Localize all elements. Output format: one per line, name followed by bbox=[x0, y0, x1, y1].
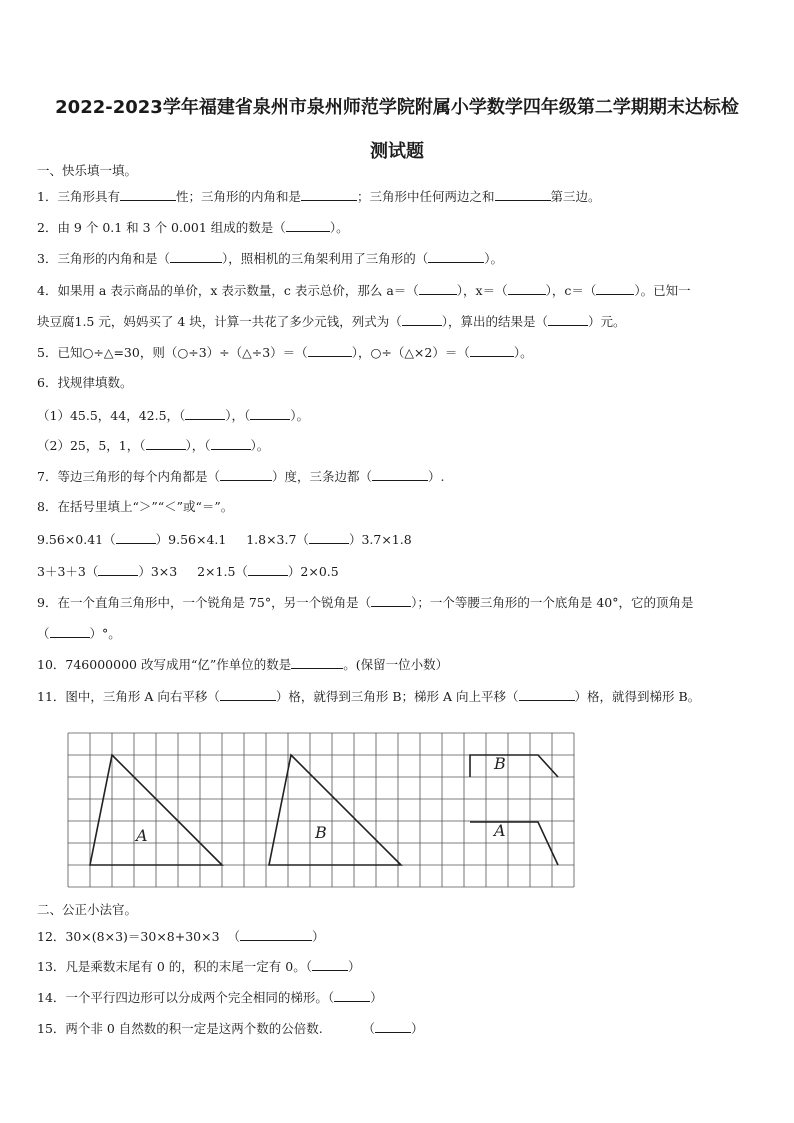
q1-blank-3[interactable] bbox=[495, 188, 551, 201]
question-5 bbox=[37, 344, 762, 361]
label-triangle-b: B bbox=[315, 823, 327, 842]
q7-blank-2[interactable] bbox=[372, 468, 428, 481]
q10-blank[interactable] bbox=[291, 656, 343, 669]
q8-r2-text-c: ）2×0.5 bbox=[287, 564, 339, 579]
q14-text-a: 14．一个平行四边形可以分成两个完全相同的梯形。（ bbox=[37, 990, 335, 1005]
q4-text-f: ），算出的结果是（ bbox=[441, 314, 549, 329]
triangle-b bbox=[269, 755, 401, 865]
trapezoid-a bbox=[470, 822, 558, 865]
q4-text-g: ）元。 bbox=[588, 314, 626, 329]
q13-text-a: 13．凡是乘数末尾有 0 的，积的末尾一定有 0。（ bbox=[37, 959, 312, 974]
translation-grid-figure bbox=[64, 724, 582, 892]
q6-2-text-b: ），（ bbox=[185, 438, 211, 453]
q6-1-text-a: （1）45.5，44，42.5，（ bbox=[37, 408, 186, 423]
q3-text-c: ）。 bbox=[484, 251, 503, 266]
q4-blank-x[interactable] bbox=[508, 282, 546, 295]
q4-text-d: ）。已知一 bbox=[634, 283, 691, 298]
question-8-row-1 bbox=[37, 531, 762, 548]
q3-blank-2[interactable] bbox=[428, 250, 484, 263]
q14-blank[interactable] bbox=[334, 989, 370, 1002]
question-7 bbox=[37, 468, 762, 485]
q6-2-text-c: ）。 bbox=[250, 438, 270, 453]
q2-blank[interactable] bbox=[286, 219, 330, 232]
label-trapezoid-b: B bbox=[494, 754, 506, 773]
q8-r1-text-b: ）9.56×4.1 1.8×3.7（ bbox=[155, 532, 309, 547]
q6-1-blank-2[interactable] bbox=[250, 407, 290, 420]
q5-text-c: ）。 bbox=[513, 345, 533, 360]
q15-text-a: 15．两个非 0 自然数的积一定是这两个数的公倍数. （ bbox=[37, 1021, 376, 1036]
q11-blank-2[interactable] bbox=[519, 688, 575, 701]
q2-text-b: ）。 bbox=[329, 220, 349, 235]
question-11 bbox=[37, 688, 762, 705]
q11-blank-1[interactable] bbox=[220, 688, 276, 701]
question-13 bbox=[37, 958, 762, 975]
question-14 bbox=[37, 989, 762, 1006]
title-line-2: 测试题 bbox=[370, 141, 424, 162]
question-4-line-1 bbox=[37, 282, 762, 299]
q9-text-a: 9．在一个直角三角形中，一个锐角是 75°，另一个锐角是（ bbox=[37, 595, 372, 610]
q6-1-text-c: ）。 bbox=[290, 408, 310, 423]
question-10 bbox=[37, 656, 762, 673]
label-trapezoid-a: A bbox=[494, 821, 506, 840]
q4-text-a: 4．如果用 a 表示商品的单价，x 表示数量，c 表示总价，那么 a＝（ bbox=[37, 283, 419, 298]
q4-text-b: ），x＝（ bbox=[456, 283, 508, 298]
q8-r1-text-a: 9.56×0.41（ bbox=[37, 532, 116, 547]
question-6-2 bbox=[37, 437, 762, 454]
q15-blank[interactable] bbox=[375, 1020, 411, 1033]
q6-2-text-a: （2）25，5，1，（ bbox=[37, 438, 146, 453]
q9-text-c: （ bbox=[37, 626, 50, 641]
q1-text-c: ；三角形中任何两边之和 bbox=[356, 189, 495, 204]
question-8-row-2 bbox=[37, 563, 762, 580]
q5-text-b: ），○÷（△×2）＝（ bbox=[351, 345, 470, 360]
q7-text-a: 7．等边三角形的每个内角都是（ bbox=[37, 469, 220, 484]
q8-r1-blank-2[interactable] bbox=[309, 531, 349, 544]
question-9-line-1 bbox=[37, 594, 762, 611]
q12-text-b: ） bbox=[312, 929, 325, 944]
q15-text-b: ） bbox=[411, 1021, 424, 1036]
q4-text-e: 块豆腐1.5 元，妈妈买了 4 块，计算一共花了多少元钱，列式为（ bbox=[37, 314, 402, 329]
q8-r2-text-b: ）3×3 2×1.5（ bbox=[138, 564, 248, 579]
q13-text-b: ） bbox=[347, 959, 361, 974]
question-6-1 bbox=[37, 407, 762, 424]
q6-text: 6．找规律填数。 bbox=[37, 375, 133, 390]
trapezoid-b bbox=[470, 755, 558, 777]
q9-blank-1[interactable] bbox=[371, 594, 411, 607]
q6-2-blank-2[interactable] bbox=[211, 437, 251, 450]
q10-text-b: 。(保留一位小数） bbox=[343, 657, 449, 672]
q12-text-a: 12．30×(8×3)＝30×8+30×3 （ bbox=[37, 929, 241, 944]
q1-text-b: 性；三角形的内角和是 bbox=[175, 189, 301, 204]
q3-text-a: 3．三角形的内角和是（ bbox=[37, 251, 170, 266]
q12-blank[interactable] bbox=[240, 928, 312, 941]
q11-text-a: 11．图中，三角形 A 向右平移（ bbox=[37, 689, 220, 704]
q3-text-b: ），照相机的三角架利用了三角形的（ bbox=[221, 251, 429, 266]
q4-blank-expression[interactable] bbox=[402, 313, 442, 326]
q5-blank-2[interactable] bbox=[470, 344, 514, 357]
q8-r2-text-a: 3＋3＋3（ bbox=[37, 564, 99, 579]
q8-text: 8．在括号里填上“＞”“＜”或“＝”。 bbox=[37, 499, 234, 514]
q1-blank-1[interactable] bbox=[120, 188, 176, 201]
question-15 bbox=[37, 1020, 762, 1037]
q3-blank-1[interactable] bbox=[170, 250, 222, 263]
q11-text-c: ）格，就得到梯形 B。 bbox=[574, 689, 701, 704]
q7-text-c: ）. bbox=[427, 469, 445, 484]
q4-text-c: ），c＝（ bbox=[545, 283, 597, 298]
question-2 bbox=[37, 219, 762, 236]
question-9-line-2 bbox=[37, 625, 762, 642]
q10-text-a: 10．746000000 改写成用“亿”作单位的数是 bbox=[37, 657, 292, 672]
q6-2-blank-1[interactable] bbox=[146, 437, 186, 450]
q5-text-a: 5．已知○÷△=30，则（○÷3）÷（△÷3）＝（ bbox=[37, 345, 308, 360]
q5-blank-1[interactable] bbox=[308, 344, 352, 357]
q4-blank-result[interactable] bbox=[548, 313, 588, 326]
question-3 bbox=[37, 250, 762, 267]
title-line-1: 2022-2023学年福建省泉州市泉州师范学院附属小学数学四年级第二学期期末达标检 bbox=[55, 97, 739, 118]
question-6 bbox=[37, 375, 762, 391]
label-triangle-a: A bbox=[136, 826, 148, 845]
q6-1-text-b: ），（ bbox=[225, 408, 251, 423]
q2-text-a: 2．由 9 个 0.1 和 3 个 0.001 组成的数是（ bbox=[37, 220, 286, 235]
q14-text-b: ） bbox=[370, 990, 383, 1005]
q1-text-d: 第三边。 bbox=[550, 189, 601, 204]
document-title bbox=[30, 86, 764, 174]
q4-blank-c[interactable] bbox=[596, 282, 634, 295]
question-12 bbox=[37, 928, 762, 945]
question-1 bbox=[37, 188, 762, 205]
q11-text-b: ）格，就得到三角形 B；梯形 A 向上平移（ bbox=[275, 689, 519, 704]
q8-r1-blank-1[interactable] bbox=[116, 531, 156, 544]
q4-blank-a[interactable] bbox=[419, 282, 457, 295]
q1-blank-2[interactable] bbox=[301, 188, 357, 201]
question-4-line-2 bbox=[37, 313, 762, 330]
q1-text-a: 1．三角形具有 bbox=[37, 189, 120, 204]
q9-text-d: ）°。 bbox=[89, 626, 121, 641]
q6-1-blank-1[interactable] bbox=[185, 407, 225, 420]
q13-blank[interactable] bbox=[312, 958, 348, 971]
question-8 bbox=[37, 499, 762, 515]
q8-r1-text-c: ）3.7×1.8 bbox=[348, 532, 412, 547]
q9-text-b: ）；一个等腰三角形的一个底角是 40°，它的顶角是 bbox=[411, 595, 694, 610]
q9-blank-2[interactable] bbox=[50, 625, 90, 638]
q7-text-b: ）度，三条边都（ bbox=[271, 469, 372, 484]
q8-r2-blank-2[interactable] bbox=[248, 563, 288, 576]
section-1-heading: 一、快乐填一填。 bbox=[37, 163, 138, 178]
section-2-heading: 二、公正小法官。 bbox=[37, 902, 138, 917]
q7-blank-1[interactable] bbox=[220, 468, 272, 481]
q8-r2-blank-1[interactable] bbox=[98, 563, 138, 576]
